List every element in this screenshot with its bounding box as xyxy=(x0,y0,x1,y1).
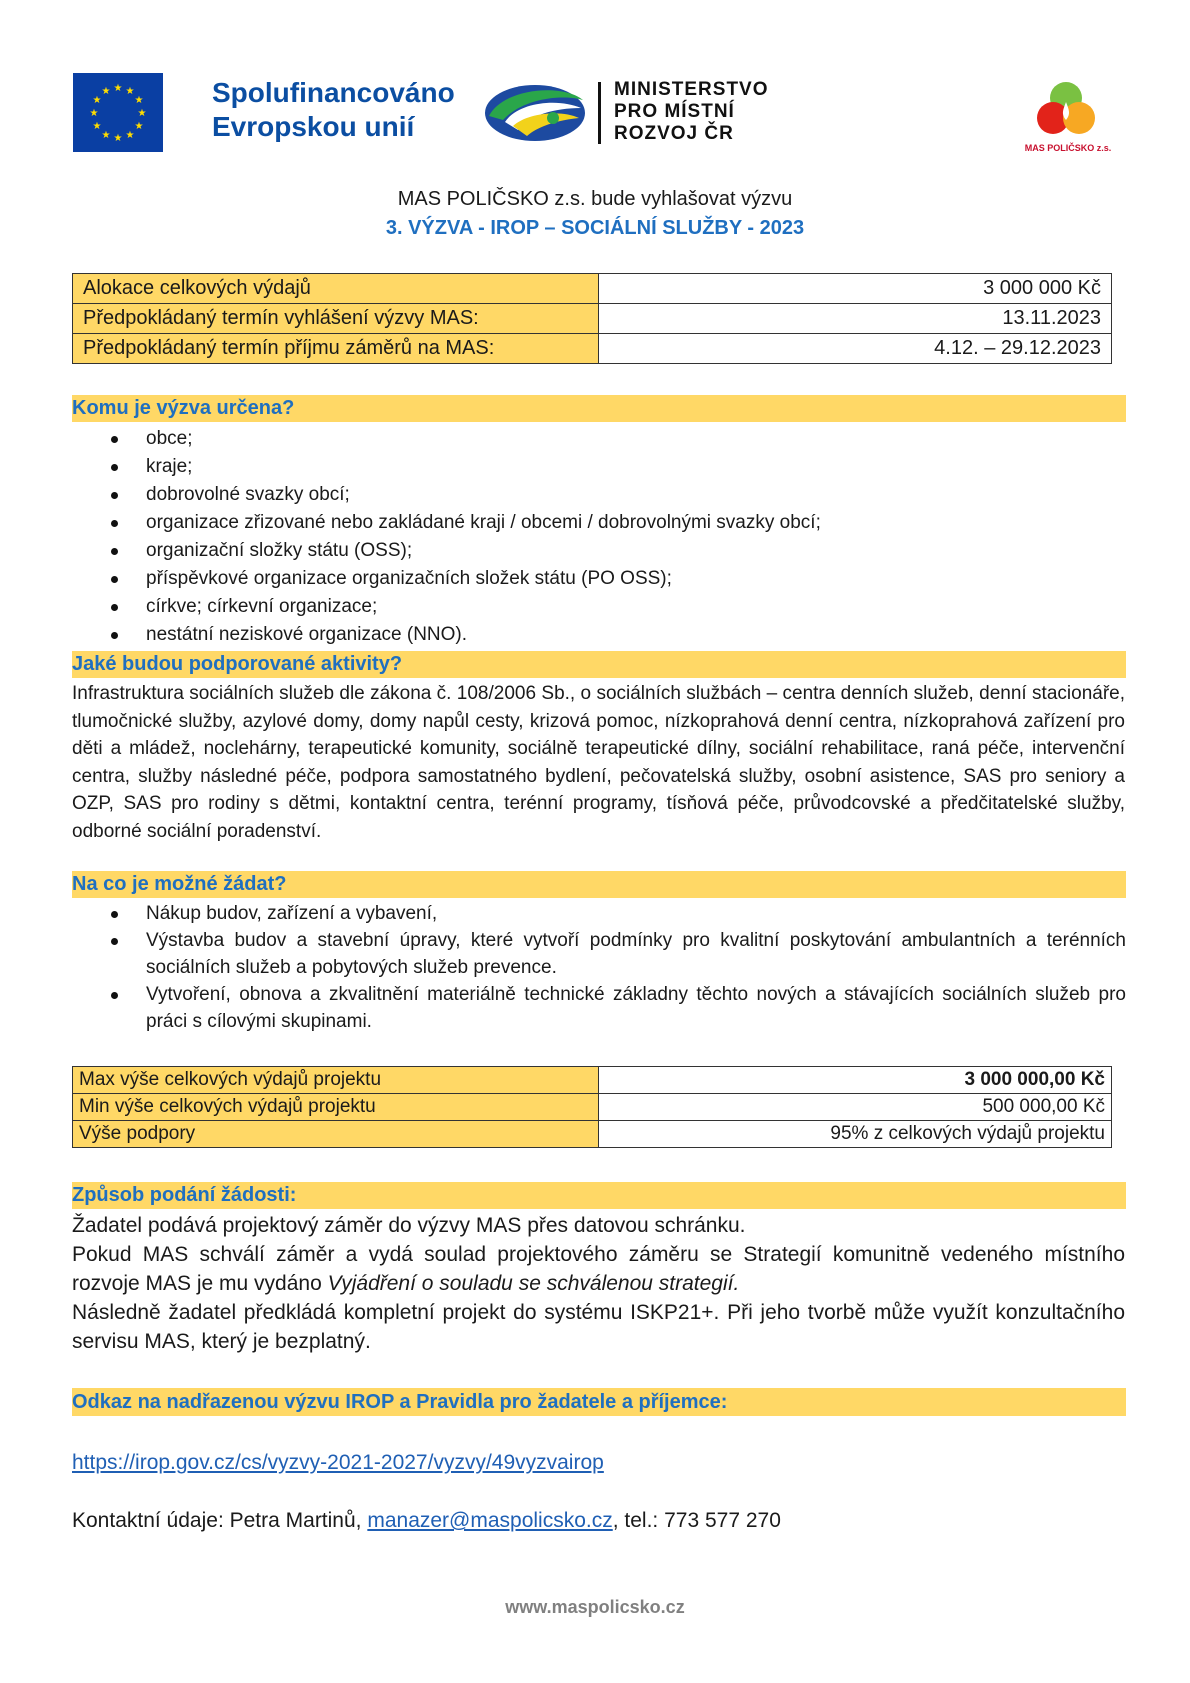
svg-text:★: ★ xyxy=(137,108,147,119)
svg-text:★: ★ xyxy=(125,130,135,141)
table-row xyxy=(73,1121,1112,1148)
list-item: církve; církevní organizace; xyxy=(108,593,1128,621)
table-value: 13.11.2023 xyxy=(599,304,1112,334)
bullet-icon xyxy=(111,548,118,555)
table-label: Min výše celkových výdajů projektu xyxy=(73,1094,599,1121)
list-item: dobrovolné svazky obcí; xyxy=(108,481,1128,509)
table-row xyxy=(73,1067,1112,1094)
mmr-emblem-logo xyxy=(483,78,588,144)
mmr-ministry-text: MINISTERSTVO PRO MÍSTNÍ ROZVOJ ČR xyxy=(614,79,769,144)
recipients-list xyxy=(108,425,1128,649)
mas-logo-caption: MAS POLIČSKO z.s. xyxy=(1024,143,1112,153)
list-item: obce; xyxy=(108,425,1128,453)
table-row xyxy=(73,304,1112,334)
svg-text:★: ★ xyxy=(92,95,102,106)
svg-text:★: ★ xyxy=(89,108,99,119)
bullet-icon xyxy=(111,520,118,527)
call-name-title: 3. VÝZVA - IROP – SOCIÁLNÍ SLUŽBY - 2023 xyxy=(385,217,805,239)
table-row xyxy=(73,1094,1112,1121)
mmr-separator xyxy=(598,82,601,144)
list-item: organizace zřizované nebo zakládané kraji / obcemi / dobrovolnými svazky obcí; xyxy=(108,509,1128,537)
bullet-icon xyxy=(111,911,118,918)
table-label: Max výše celkových výdajů projektu xyxy=(73,1067,599,1094)
list-item: Nákup budov, zařízení a vybavení, xyxy=(108,900,1126,927)
table-value: 3 000 000,00 Kč xyxy=(599,1067,1112,1094)
svg-text:★: ★ xyxy=(113,133,123,144)
list-item: organizační složky státu (OSS); xyxy=(108,537,1128,565)
list-item: kraje; xyxy=(108,453,1128,481)
svg-text:★: ★ xyxy=(92,121,102,132)
list-item: Vytvoření, obnova a zkvalitnění materiálně technické základny těchto nových a stávajících sociálních služeb pro práci s cílovými skupinami. xyxy=(108,981,1126,1035)
table-label: Předpokládaný termín příjmu záměrů na MAS: xyxy=(73,334,599,364)
bullet-icon xyxy=(111,436,118,443)
bullet-icon xyxy=(111,604,118,611)
project-budget-table xyxy=(72,1066,1112,1148)
contact-email-link[interactable]: manazer@maspolicsko.cz xyxy=(367,1509,613,1532)
submission-text xyxy=(72,1211,1125,1356)
section-heading-link: Odkaz na nadřazenou výzvu IROP a Pravidla pro žadatele a příjemce: xyxy=(72,1388,1126,1416)
section-heading-submission: Způsob podání žádosti: xyxy=(72,1182,1126,1209)
section-heading-activities: Jaké budou podporované aktivity? xyxy=(72,651,1126,678)
call-announcement-title: MAS POLIČSKO z.s. bude vyhlašovat výzvu xyxy=(397,188,793,210)
eu-flag-logo xyxy=(73,73,163,152)
footer-website: www.maspolicsko.cz xyxy=(505,1597,685,1617)
mas-policsko-logo xyxy=(1033,80,1099,140)
bullet-icon xyxy=(111,632,118,639)
table-value: 3 000 000 Kč xyxy=(599,274,1112,304)
table-value: 4.12. – 29.12.2023 xyxy=(599,334,1112,364)
list-item: Výstavba budov a stavební úpravy, které vytvoří podmínky pro kvalitní poskytování ambulantních a terénních sociálních služeb a pobytových služeb prevence. xyxy=(108,927,1126,981)
activities-paragraph: Infrastruktura sociálních služeb dle zákona č. 108/2006 Sb., o sociálních službách – centra denních služeb, denní stacionáře, tlumočnické služby, azylové domy, domy napůl cesty, krizová pomoc, nízkoprahová denní centra, nízkoprahová zařízení pro děti a mládež, noclehárny, terapeutické komunity, sociálně terapeutické dílny, sociální rehabilitace, raná péče, intervenční centra, služby následné péče, podpora samostatného bydlení, pečovatelská služby, osobní asistence, SAS pro seniory a OZP, SAS pro rodiny s dětmi, kontaktní centra, terénní programy, tísňová péče, průvodcovské a předčitatelské služby, odborné sociální poradenství. xyxy=(72,683,1125,842)
contact-info: Kontaktní údaje: Petra Martinů, manazer@maspolicsko.cz, tel.: 773 577 270 xyxy=(72,1509,781,1532)
table-label: Výše podpory xyxy=(73,1121,599,1148)
call-dates-table xyxy=(72,273,1112,364)
table-value: 500 000,00 Kč xyxy=(599,1094,1112,1121)
svg-text:★: ★ xyxy=(101,86,111,97)
svg-text:★: ★ xyxy=(134,121,144,132)
bullet-icon xyxy=(111,992,118,999)
submission-paragraph-1: Žadatel podává projektový záměr do výzvy MAS přes datovou schránku. xyxy=(72,1214,746,1237)
submission-paragraph-3: Následně žadatel předkládá kompletní projekt do systému ISKP21+. Při jeho tvorbě může využít konzultačního servisu MAS, který je bezplatný. xyxy=(72,1301,1125,1353)
svg-text:★: ★ xyxy=(125,86,135,97)
svg-text:★: ★ xyxy=(134,95,144,106)
submission-paragraph-2: Pokud MAS schválí záměr a vydá soulad projektového záměru se Strategií komunitně vedeného místního rozvoje MAS je mu vydáno Vyjádření o souladu se schválenou strategií. xyxy=(72,1243,1125,1295)
bullet-icon xyxy=(111,492,118,499)
bullet-icon xyxy=(111,938,118,945)
table-label: Alokace celkových výdajů xyxy=(73,274,599,304)
bullet-icon xyxy=(111,464,118,471)
table-value: 95% z celkových výdajů projektu xyxy=(599,1121,1112,1148)
eu-cofinanced-text: Spolufinancováno Evropskou unií xyxy=(212,77,455,142)
irop-call-link-container xyxy=(72,1451,604,1475)
list-item: nestátní neziskové organizace (NNO). xyxy=(108,621,1128,649)
svg-text:★: ★ xyxy=(113,83,123,94)
list-item: příspěvkové organizace organizačních složek státu (PO OSS); xyxy=(108,565,1128,593)
table-row xyxy=(73,274,1112,304)
table-label: Předpokládaný termín vyhlášení výzvy MAS: xyxy=(73,304,599,334)
bullet-icon xyxy=(111,576,118,583)
svg-text:★: ★ xyxy=(101,130,111,141)
eligible-list xyxy=(108,900,1126,1035)
section-heading-eligible: Na co je možné žádat? xyxy=(72,871,1126,898)
irop-call-link[interactable]: https://irop.gov.cz/cs/vyzvy-2021-2027/vyzvy/49vyzvairop xyxy=(72,1451,604,1474)
table-row xyxy=(73,334,1112,364)
section-heading-recipients: Komu je výzva určena? xyxy=(72,395,1126,422)
